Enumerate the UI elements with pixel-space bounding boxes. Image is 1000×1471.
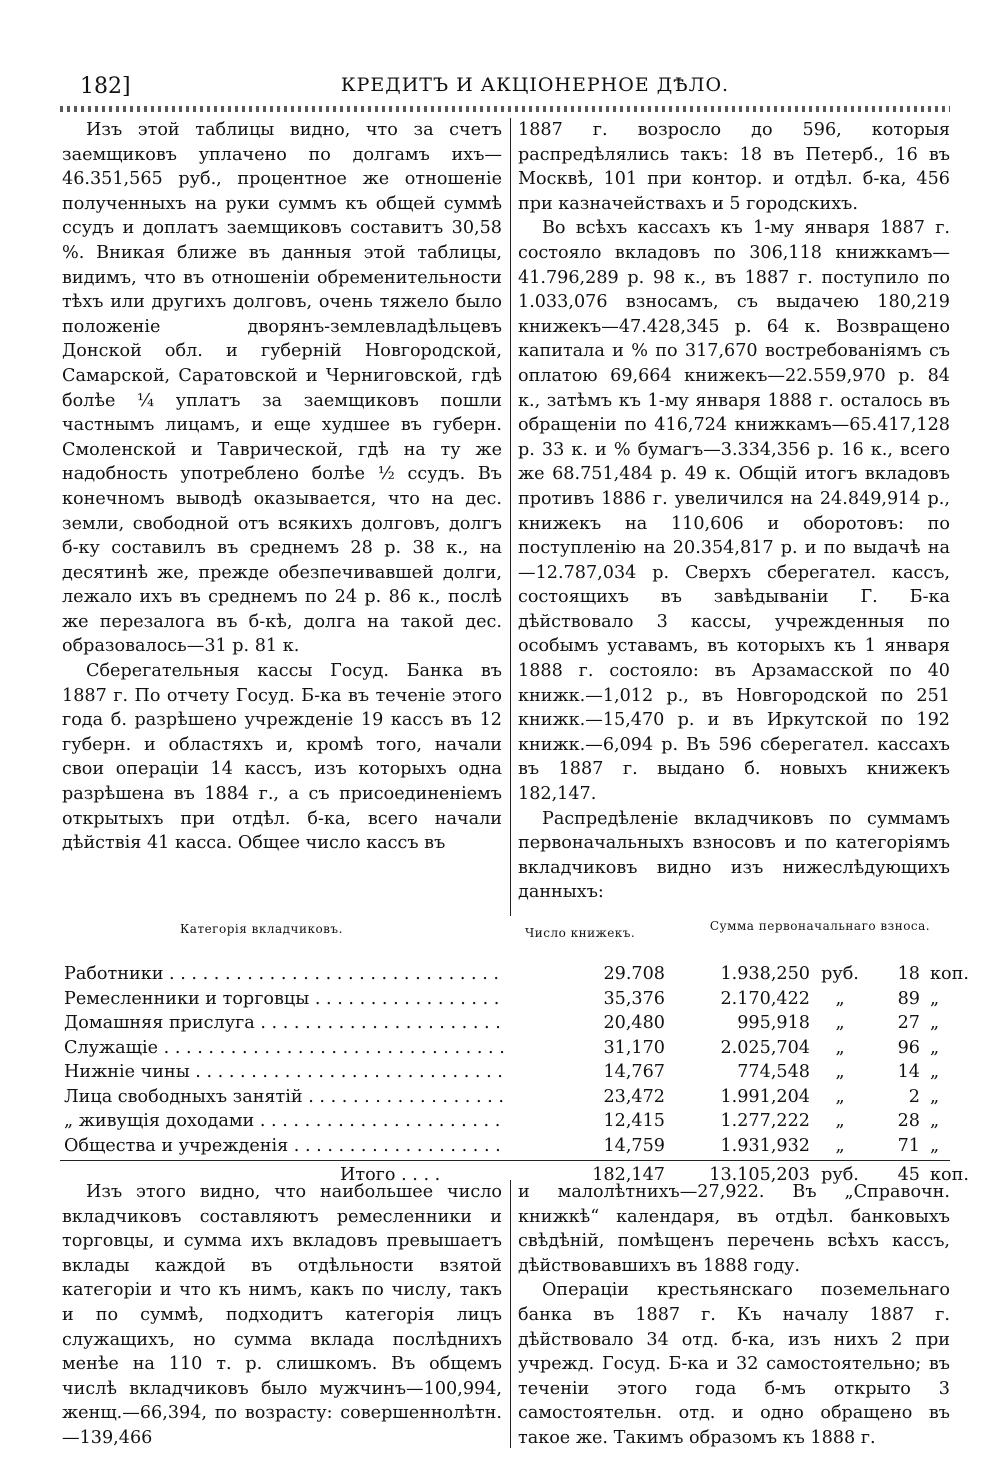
total-count: 182,147 [592, 1165, 665, 1185]
header-count: Число книжекъ. [525, 926, 636, 940]
row-sum: 2.170,422 [720, 988, 810, 1009]
paragraph: Операціи крестьянскаго поземельнаго банка въ 1887 г. Къ началу 1887 г. дѣйствовало 34 отд. б-ка, изъ нихъ 2 при учрежд. Госуд. Б-ка и 32 самостоятельно; въ теченіи этого года б-мъ открыто 3 самостоятельн. отд. и одно обращено въ такое же. Такимъ образомъ къ 1888 г. [518, 1280, 950, 1448]
row-sum: 1.938,250 [720, 964, 810, 984]
row-rub: „ [835, 988, 845, 1009]
row-sum: 2.025,704 [720, 1037, 810, 1058]
header-category: Категорія вкладчиковъ. [180, 922, 343, 936]
row-category: Ремесленники и торговцы . . . [64, 987, 504, 1012]
row-kop-label: „ [930, 1135, 940, 1156]
row-kop-label: „ [930, 1062, 940, 1082]
depositors-table [60, 918, 969, 1188]
row-sum: 995,918 [737, 1013, 810, 1033]
paragraph: Изъ этого видно, что наибольшее число вкладчиковъ составляютъ ремесленники и торговцы, и сумма ихъ вкладовъ превышаетъ вклады каждой въ отдѣльности взятой категоріи и что къ нимъ, какъ по числу, такъ и по суммѣ, подходитъ категорія лицъ служащихъ, но сумма вклада послѣднихъ менѣе на 110 т. р. слишкомъ. Въ общемъ числѣ вкладчиковъ было мужчинъ—100,994, женщ.—66,394, по возрасту: совершеннолѣтн.—139,466 [62, 1182, 502, 1448]
row-kop: 96 [897, 1037, 920, 1058]
row-rub: „ [835, 1037, 845, 1058]
right-column-top [518, 118, 950, 905]
row-kop-label: „ [930, 1086, 940, 1107]
left-column-top [62, 118, 502, 856]
row-count: 12,415 [603, 1111, 665, 1131]
row-count: 20,480 [603, 1013, 665, 1033]
table-row [60, 1085, 950, 1110]
column-divider [510, 118, 511, 916]
row-rub: „ [835, 1013, 845, 1033]
table-row [60, 1060, 950, 1085]
page-number: 182] [80, 74, 131, 99]
row-category: Работники . . . [64, 962, 504, 987]
paragraph: Изъ этой таблицы видно, что за счетъ заемщиковъ уплачено по долгамъ ихъ—46.351,565 руб., процентное же отношеніе полученныхъ на руки суммъ къ общей суммѣ ссудъ и доплатъ заемщиковъ составитъ 30,58 %. Вникая ближе въ данныя этой таблицы, видимъ, что въ отношеніи обременительности тѣхъ или другихъ долговъ, очень тяжело было положеніе дворянъ-землевладѣльцевъ Донской обл. и губерній Новгородской, Самарской, Саратовской и Черниговской, гдѣ болѣе ¼ уплатъ за заемщиковъ пошли частнымъ лицамъ, и еще худшее въ губерн. Смоленской и Таврической, гдѣ на ту же надобность употреблено болѣе ½ ссудъ. Въ конечномъ выводѣ оказывается, что на дес. земли, свободной отъ всякихъ долговъ, долгъ б-ку составилъ въ среднемъ 28 р. 38 к., на десятинѣ же, прежде обезпечивавшей долги, лежало ихъ въ среднемъ по 24 р. 86 к., послѣ же перезалога въ б-кѣ, долга на такой дес. образовалось—31 р. 81 к. [62, 120, 502, 657]
row-kop: 2 [908, 1086, 920, 1107]
row-sum: 774,548 [737, 1062, 810, 1082]
row-category: Нижніе чины . . . [64, 1060, 504, 1085]
left-column-bottom [62, 1180, 502, 1451]
table-row [60, 1011, 950, 1036]
total-label: Итого . . . . [340, 1165, 441, 1185]
total-rub: руб. [821, 1165, 859, 1185]
row-rub: руб. [821, 964, 859, 984]
row-count: 31,170 [603, 1037, 665, 1058]
paragraph: 1887 г. возросло до 596, которыя распредѣлялись такъ: 18 въ Петерб., 16 въ Москвѣ, 101 при контор. и отдѣл. б-ка, 456 при казначействахъ и 5 городскихъ. [518, 120, 950, 214]
row-count: 23,472 [603, 1086, 665, 1107]
total-kop-label: коп. [930, 1165, 969, 1185]
row-kop-label: „ [930, 1037, 940, 1058]
table-row [60, 1134, 950, 1159]
table-row [60, 987, 950, 1012]
running-title: КРЕДИТЪ И АКЦІОНЕРНОЕ ДѢЛО. [340, 74, 730, 96]
row-kop: 14 [897, 1062, 920, 1082]
row-category: Общества и учрежденія . . . [64, 1134, 504, 1159]
row-category: Служащіе . . . [64, 1036, 504, 1061]
row-rub: „ [835, 1135, 845, 1156]
row-kop-label: коп. [930, 964, 969, 984]
row-count: 29.708 [603, 964, 665, 984]
table-header [60, 918, 950, 962]
table-row [60, 1036, 950, 1061]
column-divider [510, 1180, 511, 1448]
row-count: 14,767 [603, 1062, 665, 1082]
row-rub: „ [835, 1111, 845, 1131]
paragraph: Распредѣленіе вкладчиковъ по суммамъ первоначальныхъ взносовъ и по категоріямъ вкладчиковъ видно изъ нижеслѣдующихъ данныхъ: [518, 808, 950, 903]
row-kop-label: „ [930, 1111, 940, 1131]
row-kop: 18 [897, 964, 920, 984]
total-kop: 45 [897, 1165, 920, 1185]
header-sum: Сумма первоначальнаго взноса. [709, 919, 931, 933]
row-category: „ живущія доходами . . . [64, 1109, 504, 1134]
row-kop-label: „ [930, 988, 940, 1009]
total-sum: 13.105,203 [709, 1165, 810, 1185]
paragraph: и малолѣтнихъ—27,922. Въ „Справочн. книжкѣ“ календаря, въ отдѣл. банковыхъ свѣдѣній, помѣщенъ перечень всѣхъ кассъ, дѣйствовавшихъ въ 1888 году. [518, 1182, 950, 1276]
row-sum: 1.277,222 [720, 1111, 810, 1131]
row-kop: 71 [897, 1135, 920, 1156]
page-header [60, 74, 950, 110]
header-rule [60, 106, 950, 112]
row-kop: 28 [897, 1111, 920, 1131]
table-row [60, 1109, 950, 1134]
row-kop-label: „ [930, 1013, 940, 1033]
right-column-bottom [518, 1180, 950, 1451]
table-row [60, 962, 969, 987]
row-kop: 27 [897, 1013, 920, 1033]
row-count: 35,376 [603, 988, 665, 1009]
row-category: Лица свободныхъ занятій . . . [64, 1085, 504, 1110]
row-rub: „ [835, 1062, 845, 1082]
row-count: 14,759 [603, 1135, 665, 1156]
paragraph: Сберегательныя кассы Госуд. Банка въ 1887 г. По отчету Госуд. Б-ка въ теченіе этого года б. разрѣшено учрежденіе 19 кассъ въ 12 губерн. и областяхъ и, кромѣ того, начали свои операціи 14 кассъ, изъ которыхъ одна разрѣшена въ 1884 г., а съ присоединеніемъ открытыхъ при отдѣл. б-ка, всего начали дѣйствія 41 касса. Общее число кассъ въ [62, 661, 502, 854]
table-rule [60, 1160, 950, 1161]
row-sum: 1.991,204 [720, 1086, 810, 1107]
row-sum: 1.931,932 [720, 1135, 810, 1156]
row-category: Домашняя прислуга . . . [64, 1011, 504, 1036]
row-rub: „ [835, 1086, 845, 1107]
row-kop: 89 [897, 988, 920, 1009]
paragraph: Во всѣхъ кассахъ къ 1-му января 1887 г. состояло вкладовъ по 306,118 книжкамъ—41.796,289 р. 98 к., въ 1887 г. поступило по 1.033,076 взносамъ, съ выдачею 180,219 книжекъ—47.428,345 р. 64 к. Возвращено капитала и % по 317,670 востребованіямъ съ оплатою 69,664 книжекъ—22.559,970 р. 84 к., затѣмъ къ 1-му января 1888 г. осталось въ обращеніи по 416,724 книжкамъ—65.417,128 р. 33 к. и % бумагъ—3.334,356 р. 16 к., всего же 68.751,484 р. 49 к. Общій итогъ вкладовъ противъ 1886 г. увеличился на 24.849,914 р., книжекъ на 110,606 и оборотовъ: по поступленію на 20.354,817 р. и по выдачѣ на—12.787,034 р. Сверхъ сберегател. кассъ, состоящихъ въ завѣдываніи Г. Б-ка дѣйствовало 3 кассы, учрежденныя по особымъ уставамъ, въ которыхъ къ 1 января 1888 г. состояло: въ Арзамасской по 40 книжк.—1,012 р., въ Новгородской по 251 книжк.—15,470 р. и въ Иркутской по 192 книжк.—6,094 р. Въ 596 сберегател. кассахъ въ 1887 г. выдано б. новыхъ книжекъ 182,147. [518, 218, 950, 805]
